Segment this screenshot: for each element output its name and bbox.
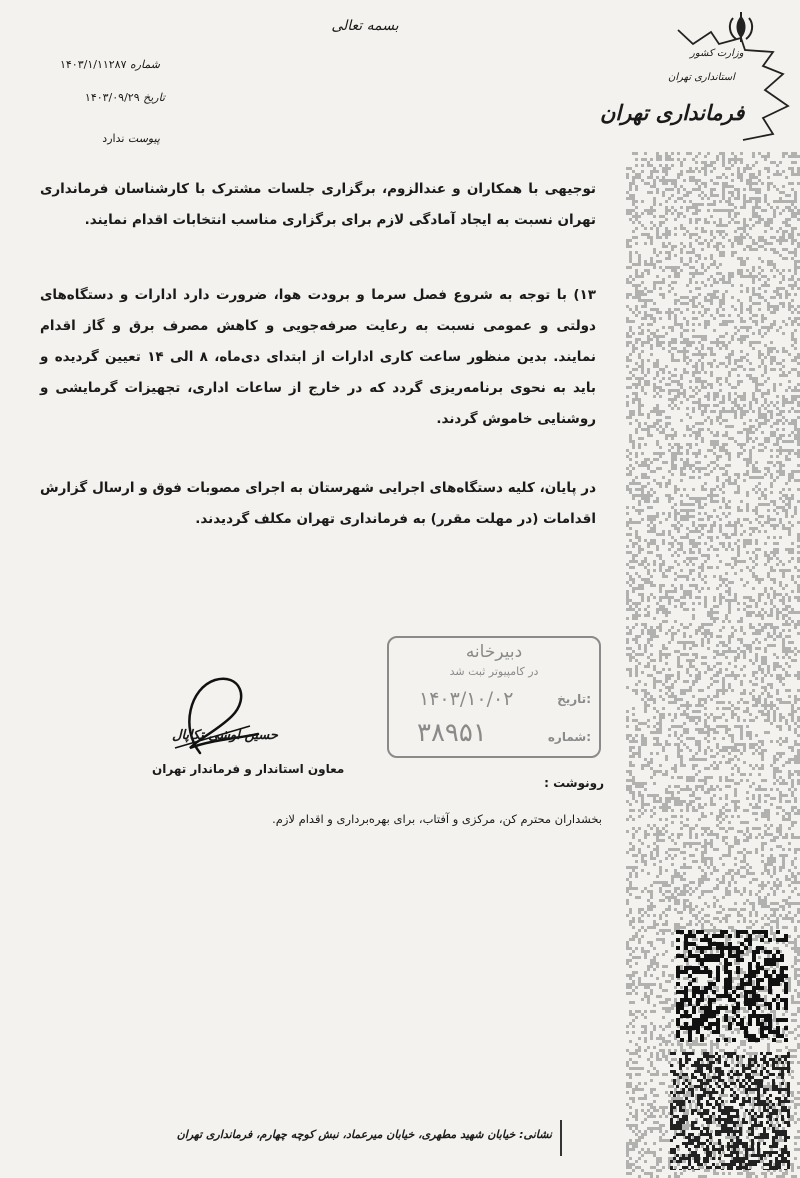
cc-recipients: بخشداران محترم کن، مرکزی و آفتاب، برای بهره‌برداری و اقدام لازم. — [272, 812, 602, 826]
letter-number-label: شماره — [129, 58, 160, 71]
letter-attachment-label: پیوست — [127, 132, 160, 145]
stamp-number-label: شماره: — [547, 730, 591, 744]
governorate-name: فرمانداری تهران — [600, 100, 745, 125]
invocation-heading: بسمه تعالی — [331, 18, 399, 34]
handwritten-signature — [170, 668, 260, 758]
emblem-star-frame-icon — [623, 10, 793, 160]
secretariat-stamp — [387, 636, 601, 758]
letter-number-value: ۱۴۰۳/۱/۱۱۲۸۷ — [59, 58, 127, 71]
cc-label: رونوشت : — [544, 776, 604, 790]
footer-address: نشانی: خیابان شهید مطهری، خیابان میرعماد، نبش کوچه چهارم، فرمانداری تهران — [176, 1128, 552, 1141]
body-paragraph-3: در پایان، کلیه دستگاه‌های اجرایی شهرستان به اجرای مصوبات فوق و ارسال گزارش اقدامات (در مهلت مقرر) به فرمانداری تهران مکلف گردیدند. — [40, 480, 596, 527]
letter-date-value: ۱۴۰۳/۰۹/۲۹ — [84, 91, 140, 104]
body-paragraph-2: ۱۳) با توجه به شروع فصل سرما و برودت هوا، ضرورت دارد ادارات و دستگاه‌های دولتی و عمومی نسبت به رعایت صرفه‌جویی و کاهش مصرف برق و گاز اقدام نمایند. بدین منظور ساعت کاری ادارات از ابتدای دی‌ماه، ۸ الی ۱۴ تعیین گردیده و باید به نحوی برنامه‌ریزی گردد که در خارج از ساعات اداری، تجهیزات گرمایشی و روشنایی خاموش گردند. — [40, 287, 596, 427]
letter-attachment-value: ندارد — [102, 132, 125, 145]
letter-number — [0, 58, 160, 71]
signer-name: حسین اوشی تکاپال — [172, 728, 278, 743]
footer-divider — [560, 1120, 562, 1156]
qr-code — [676, 930, 788, 1042]
ministry-name: وزارت کشور — [690, 48, 744, 59]
letter-attachment — [0, 132, 160, 145]
barcode — [670, 1052, 790, 1170]
stamp-date-label: تاریخ: — [557, 692, 591, 706]
stamp-title: دبیرخانه — [465, 642, 523, 662]
body-paragraph-1: توجیهی با همکاران و عندالزوم، برگزاری جلسات مشترک با کارشناسان فرمانداری تهران نسبت به ایجاد آمادگی لازم برای برگزاری مناسب انتخابات اقدام نمایند. — [40, 181, 596, 228]
province-name: استانداری تهران — [668, 72, 735, 83]
letter-date — [0, 91, 165, 104]
stamp-date-value: ۱۴۰۳/۱۰/۰۲ — [419, 688, 514, 710]
signer-title: معاون استاندار و فرماندار تهران — [152, 762, 345, 776]
stamp-number-value: ۳۸۹۵۱ — [417, 718, 487, 748]
iran-emblem-icon — [730, 12, 752, 42]
stamp-subtitle: در کامپیوتر ثبت شد — [449, 665, 539, 678]
letter-date-label: تاریخ — [143, 91, 165, 104]
